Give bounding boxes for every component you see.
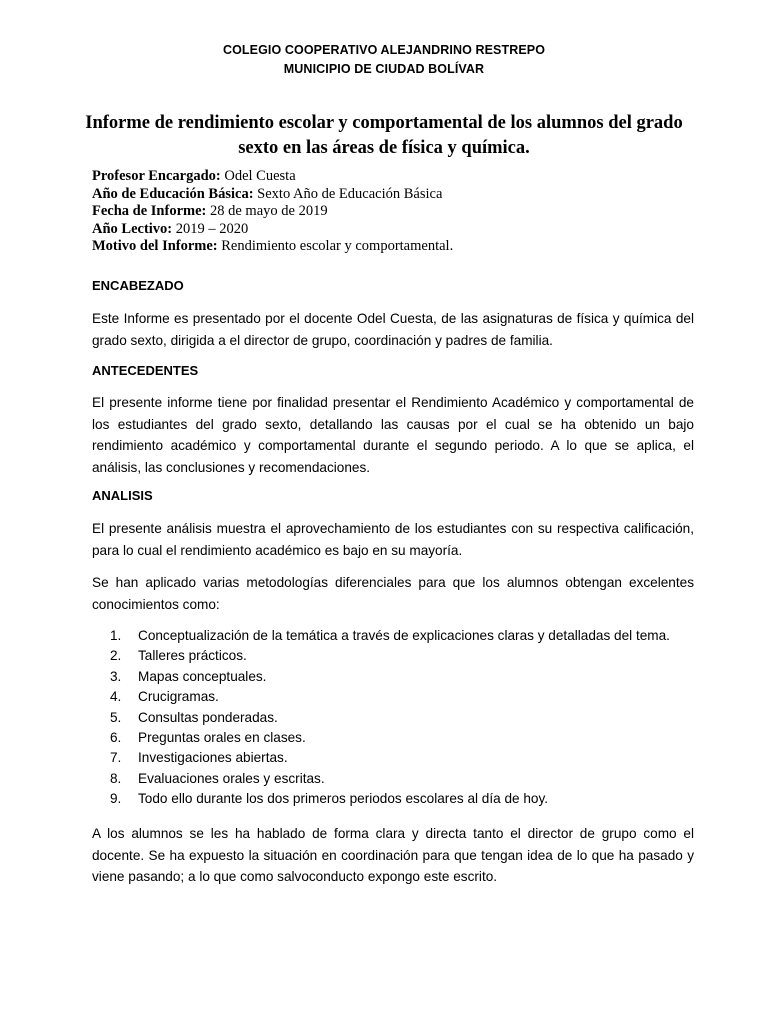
- methodology-list: [110, 626, 700, 810]
- meta-teacher-value: Odel Cuesta: [220, 168, 296, 184]
- paragraph-analisis-3: A los alumnos se les ha hablado de forma clara y directa tanto el director de grupo como el docente. Se ha expuesto la situación en coordinación para que tengan idea de lo que ha pasado y viene pasando; a lo que como salvoconducto expongo este escrito.: [92, 826, 694, 884]
- report-metadata: [92, 168, 692, 256]
- list-item-number: 4.: [110, 689, 122, 705]
- meta-reason: [92, 238, 692, 256]
- list-item-text: Talleres prácticos.: [138, 648, 247, 664]
- meta-teacher-label: Profesor Encargado:: [92, 168, 221, 184]
- list-item: [110, 728, 700, 748]
- list-item-number: 5.: [110, 709, 122, 725]
- list-item: [110, 687, 700, 707]
- meta-report-date-value: 28 de mayo de 2019: [206, 203, 328, 219]
- list-item-text: Crucigramas.: [138, 689, 219, 705]
- list-item-number: 3.: [110, 668, 122, 684]
- list-item-text: Consultas ponderadas.: [138, 709, 278, 725]
- list-item: [110, 708, 700, 728]
- section-heading-antecedentes: ANTECEDENTES: [92, 363, 199, 378]
- meta-report-date-label: Fecha de Informe:: [92, 203, 207, 219]
- meta-teacher: [92, 168, 692, 186]
- municipality-name: MUNICIPIO DE CIUDAD BOLÍVAR: [283, 62, 485, 76]
- list-item-number: 7.: [110, 750, 122, 766]
- paragraph-antecedentes: El presente informe tiene por finalidad presentar el Rendimiento Académico y comportamental de los estudiantes del grado sexto, detallando las causas por el cual se ha obtenido un bajo rendimiento académico y comportamental durante el segundo periodo. A lo que se aplica, el análisis, las conclusiones y recomendaciones.: [92, 395, 694, 475]
- list-item: [110, 646, 700, 666]
- section-heading-analisis: ANALISIS: [92, 488, 153, 503]
- list-item-number: 1.: [110, 628, 122, 643]
- list-item: [110, 748, 700, 768]
- paragraph-analisis-2: Se han aplicado varias metodologías diferenciales para que los alumnos obtengan excelentes conocimientos como:: [92, 575, 694, 612]
- list-item: [110, 789, 700, 809]
- list-item: [110, 626, 700, 646]
- meta-school-year-value: 2019 – 2020: [172, 220, 249, 237]
- meta-reason-value: Rendimiento escolar y comportamental.: [217, 238, 454, 254]
- list-item-number: 9.: [110, 791, 122, 807]
- meta-school-year: [92, 221, 692, 239]
- list-item-text: Preguntas orales en clases.: [138, 730, 306, 746]
- meta-reason-label: Motivo del Informe:: [92, 238, 218, 254]
- list-item-text: Investigaciones abiertas.: [138, 750, 288, 766]
- meta-report-date: [92, 203, 692, 221]
- list-item: [110, 769, 700, 789]
- list-item-number: 6.: [110, 730, 122, 746]
- list-item-text: Mapas conceptuales.: [138, 668, 267, 684]
- list-item-text: Conceptualización de la temática a través de explicaciones claras y detalladas del tema.: [138, 628, 670, 643]
- meta-school-year-label: Año Lectivo:: [92, 220, 173, 237]
- paragraph-encabezado: Este Informe es presentado por el docente Odel Cuesta, de las asignaturas de física y química del grado sexto, dirigida a el director de grupo, coordinación y padres de familia.: [92, 311, 694, 348]
- list-item-number: 8.: [110, 770, 122, 786]
- list-item-text: Evaluaciones orales y escritas.: [138, 770, 325, 786]
- meta-education-year-value: Sexto Año de Educación Básica: [253, 185, 443, 202]
- section-heading-encabezado: ENCABEZADO: [92, 278, 184, 293]
- list-item-text: Todo ello durante los dos primeros periodos escolares al día de hoy.: [138, 791, 549, 807]
- school-name: COLEGIO COOPERATIVO ALEJANDRINO RESTREPO: [222, 43, 546, 57]
- meta-education-year-label: Año de Educación Básica:: [92, 185, 254, 202]
- list-item-number: 2.: [110, 648, 122, 664]
- paragraph-analisis-1: El presente análisis muestra el aprovechamiento de los estudiantes con su respectiva calificación, para lo cual el rendimiento académico es bajo en su mayoría.: [92, 521, 694, 558]
- report-title-line-2: sexto en las áreas de física y química.: [238, 138, 530, 158]
- report-title-line-1: Informe de rendimiento escolar y comportamental de los alumnos del grado: [85, 113, 683, 133]
- list-item: [110, 667, 700, 687]
- meta-education-year: [92, 186, 692, 204]
- report-title: [70, 111, 698, 161]
